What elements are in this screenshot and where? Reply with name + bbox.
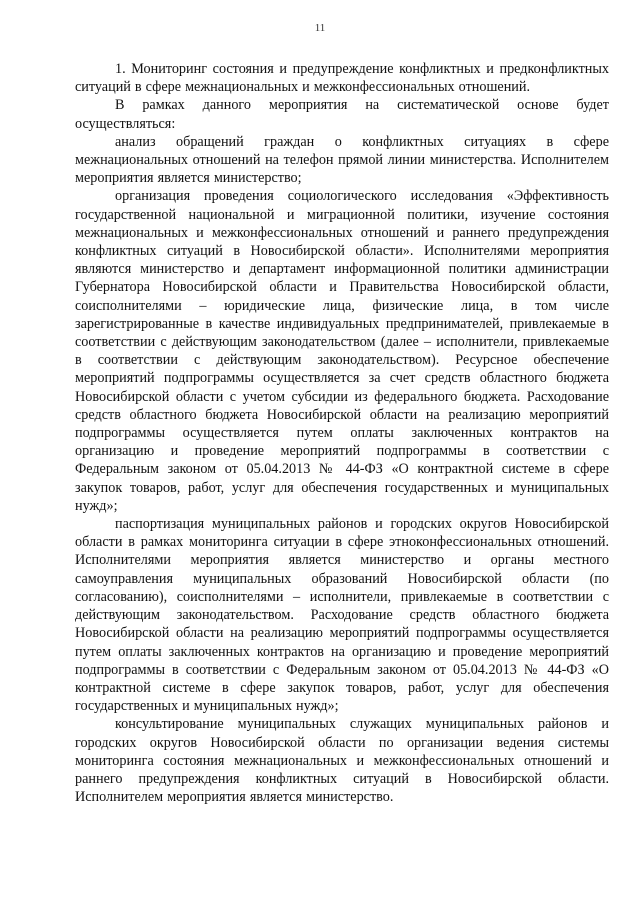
paragraph-consulting: консультирование муниципальных служащих муниципальных районов и городских округов Новосибирской области по организации ведения системы мониторинга состояния межнациональных и межконфессиональных отношений и раннего предупреждения конфликтных ситуаций в Новосибирской области. Исполнителем мероприятия является министерство. [75, 716, 609, 806]
paragraph-appeals-analysis: анализ обращений граждан о конфликтных ситуациях в сфере межнациональных отношений на телефон прямой линии министерства. Исполнителем мероприятия является министерство; [75, 133, 609, 187]
paragraph-intro: В рамках данного мероприятия на систематической основе будет осуществляться: [75, 97, 609, 132]
paragraph-sociological-study: организация проведения социологического исследования «Эффективность государственной национальной и миграционной политики, изучение состояния межнациональных и межконфессиональных отношений и раннего предупреждения конфликтных ситуаций в Новосибирской области». Исполнителями мероприятия являются министерство и департамент информационной политики администрации Губернатора Новосибирской области и Правительства Новосибирской области, соисполнителями – юридические лица, физические лица, в том числе зарегистрированные в качестве индивидуальных предпринимателей, привлекаемые в соответствии с действующим законодательством (далее – исполнители, привлекаемые в соответствии с действующим законодательством). Ресурсное обеспечение мероприятий подпрограммы осуществляется за счет средств областного бюджета Новосибирской области с учетом субсидии из федерального бюджета. Расходование средств областного бюджета Новосибирской области на реализацию мероприятий подпрограммы осуществляется путем оплаты заключенных контрактов на организацию и проведение мероприятий подпрограммы в соответствии с Федеральным законом от 05.04.2013 № 44-ФЗ «О контрактной системе в сфере закупок товаров, работ, услуг для обеспечения государственных и муниципальных нужд»; [75, 188, 609, 514]
page-number: 11 [314, 22, 326, 34]
paragraph-passportization: паспортизация муниципальных районов и городских округов Новосибирской области в рамках мониторинга ситуации в сфере этноконфессиональных отношений. Исполнителями мероприятия является министерство и органы местного самоуправления муниципальных образований Новосибирской области (по согласованию), соисполнителями – исполнители, привлекаемые в соответствии с действующим законодательством. Расходование средств областного бюджета Новосибирской области на реализацию мероприятий подпрограммы осуществляется путем оплаты заключенных контрактов на организацию и проведение мероприятий подпрограммы в соответствии с Федеральным законом от 05.04.2013 № 44-ФЗ «О контрактной системе в сфере закупок товаров, работ, услуг для обеспечения государственных и муниципальных нужд»; [75, 516, 609, 715]
paragraph-section-heading: 1. Мониторинг состояния и предупреждение конфликтных и предконфликтных ситуаций в сфере межнациональных и межконфессиональных отношений. [75, 61, 609, 96]
document-body [75, 60, 609, 806]
